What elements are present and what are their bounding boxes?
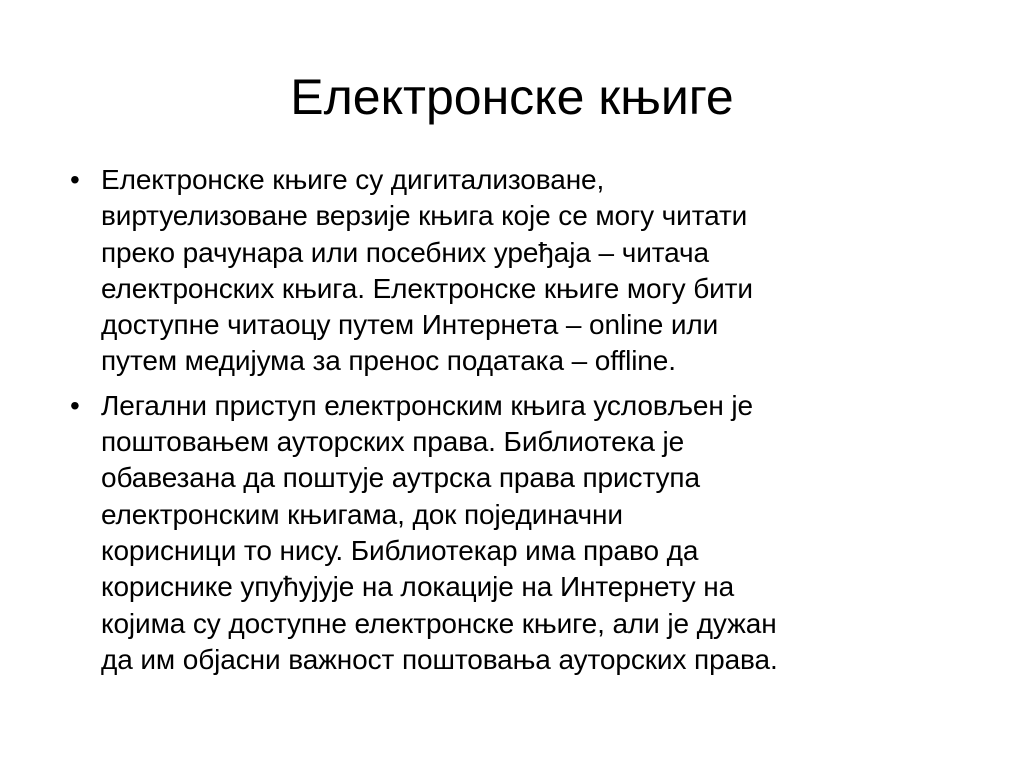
bullet-text-line: виртуелизоване верзије књига које се могу читати — [101, 200, 748, 232]
bullet-text-line: Легални приступ електронским књига условљен је — [101, 389, 754, 421]
bullet-dot-icon: • — [70, 164, 80, 195]
bullet-dot-icon: • — [70, 389, 80, 421]
bullet-text-line: да им објасни важност поштовања ауторских права. — [101, 643, 778, 675]
bullet-text-line: корисници то нису. Библиотекар има право да — [101, 534, 699, 566]
bullet-text-line: електронских књига. Електронске књиге могу бити — [101, 272, 753, 304]
bullet-text-line: Електронске књиге су дигитализоване, — [101, 164, 605, 195]
bullet-item — [70, 388, 970, 678]
bullet-text-line: доступне читаоцу путем Интернета – online или — [101, 309, 719, 341]
bullet-item — [70, 162, 970, 380]
bullet-text-line: кориснике упућујује на локације на Интернету на — [101, 571, 735, 603]
bullet-text-line: путем медијума за пренос података – offline. — [101, 345, 676, 377]
bullet-list — [70, 162, 970, 686]
bullet-text-line: којима су доступне електронске књиге, али је дужан — [101, 607, 777, 639]
bullet-text-line: обавезана да поштује аутрска права приступа — [101, 462, 700, 494]
bullet-text-line: поштовањем ауторских права. Библиотека је — [101, 426, 685, 458]
bullet-text-line: преко рачунара или посебних уређаја – читача — [101, 236, 709, 268]
bullet-text-line: електронским књигама, док појединачни — [101, 498, 623, 530]
slide-title: Електронске књиге — [290, 69, 734, 125]
